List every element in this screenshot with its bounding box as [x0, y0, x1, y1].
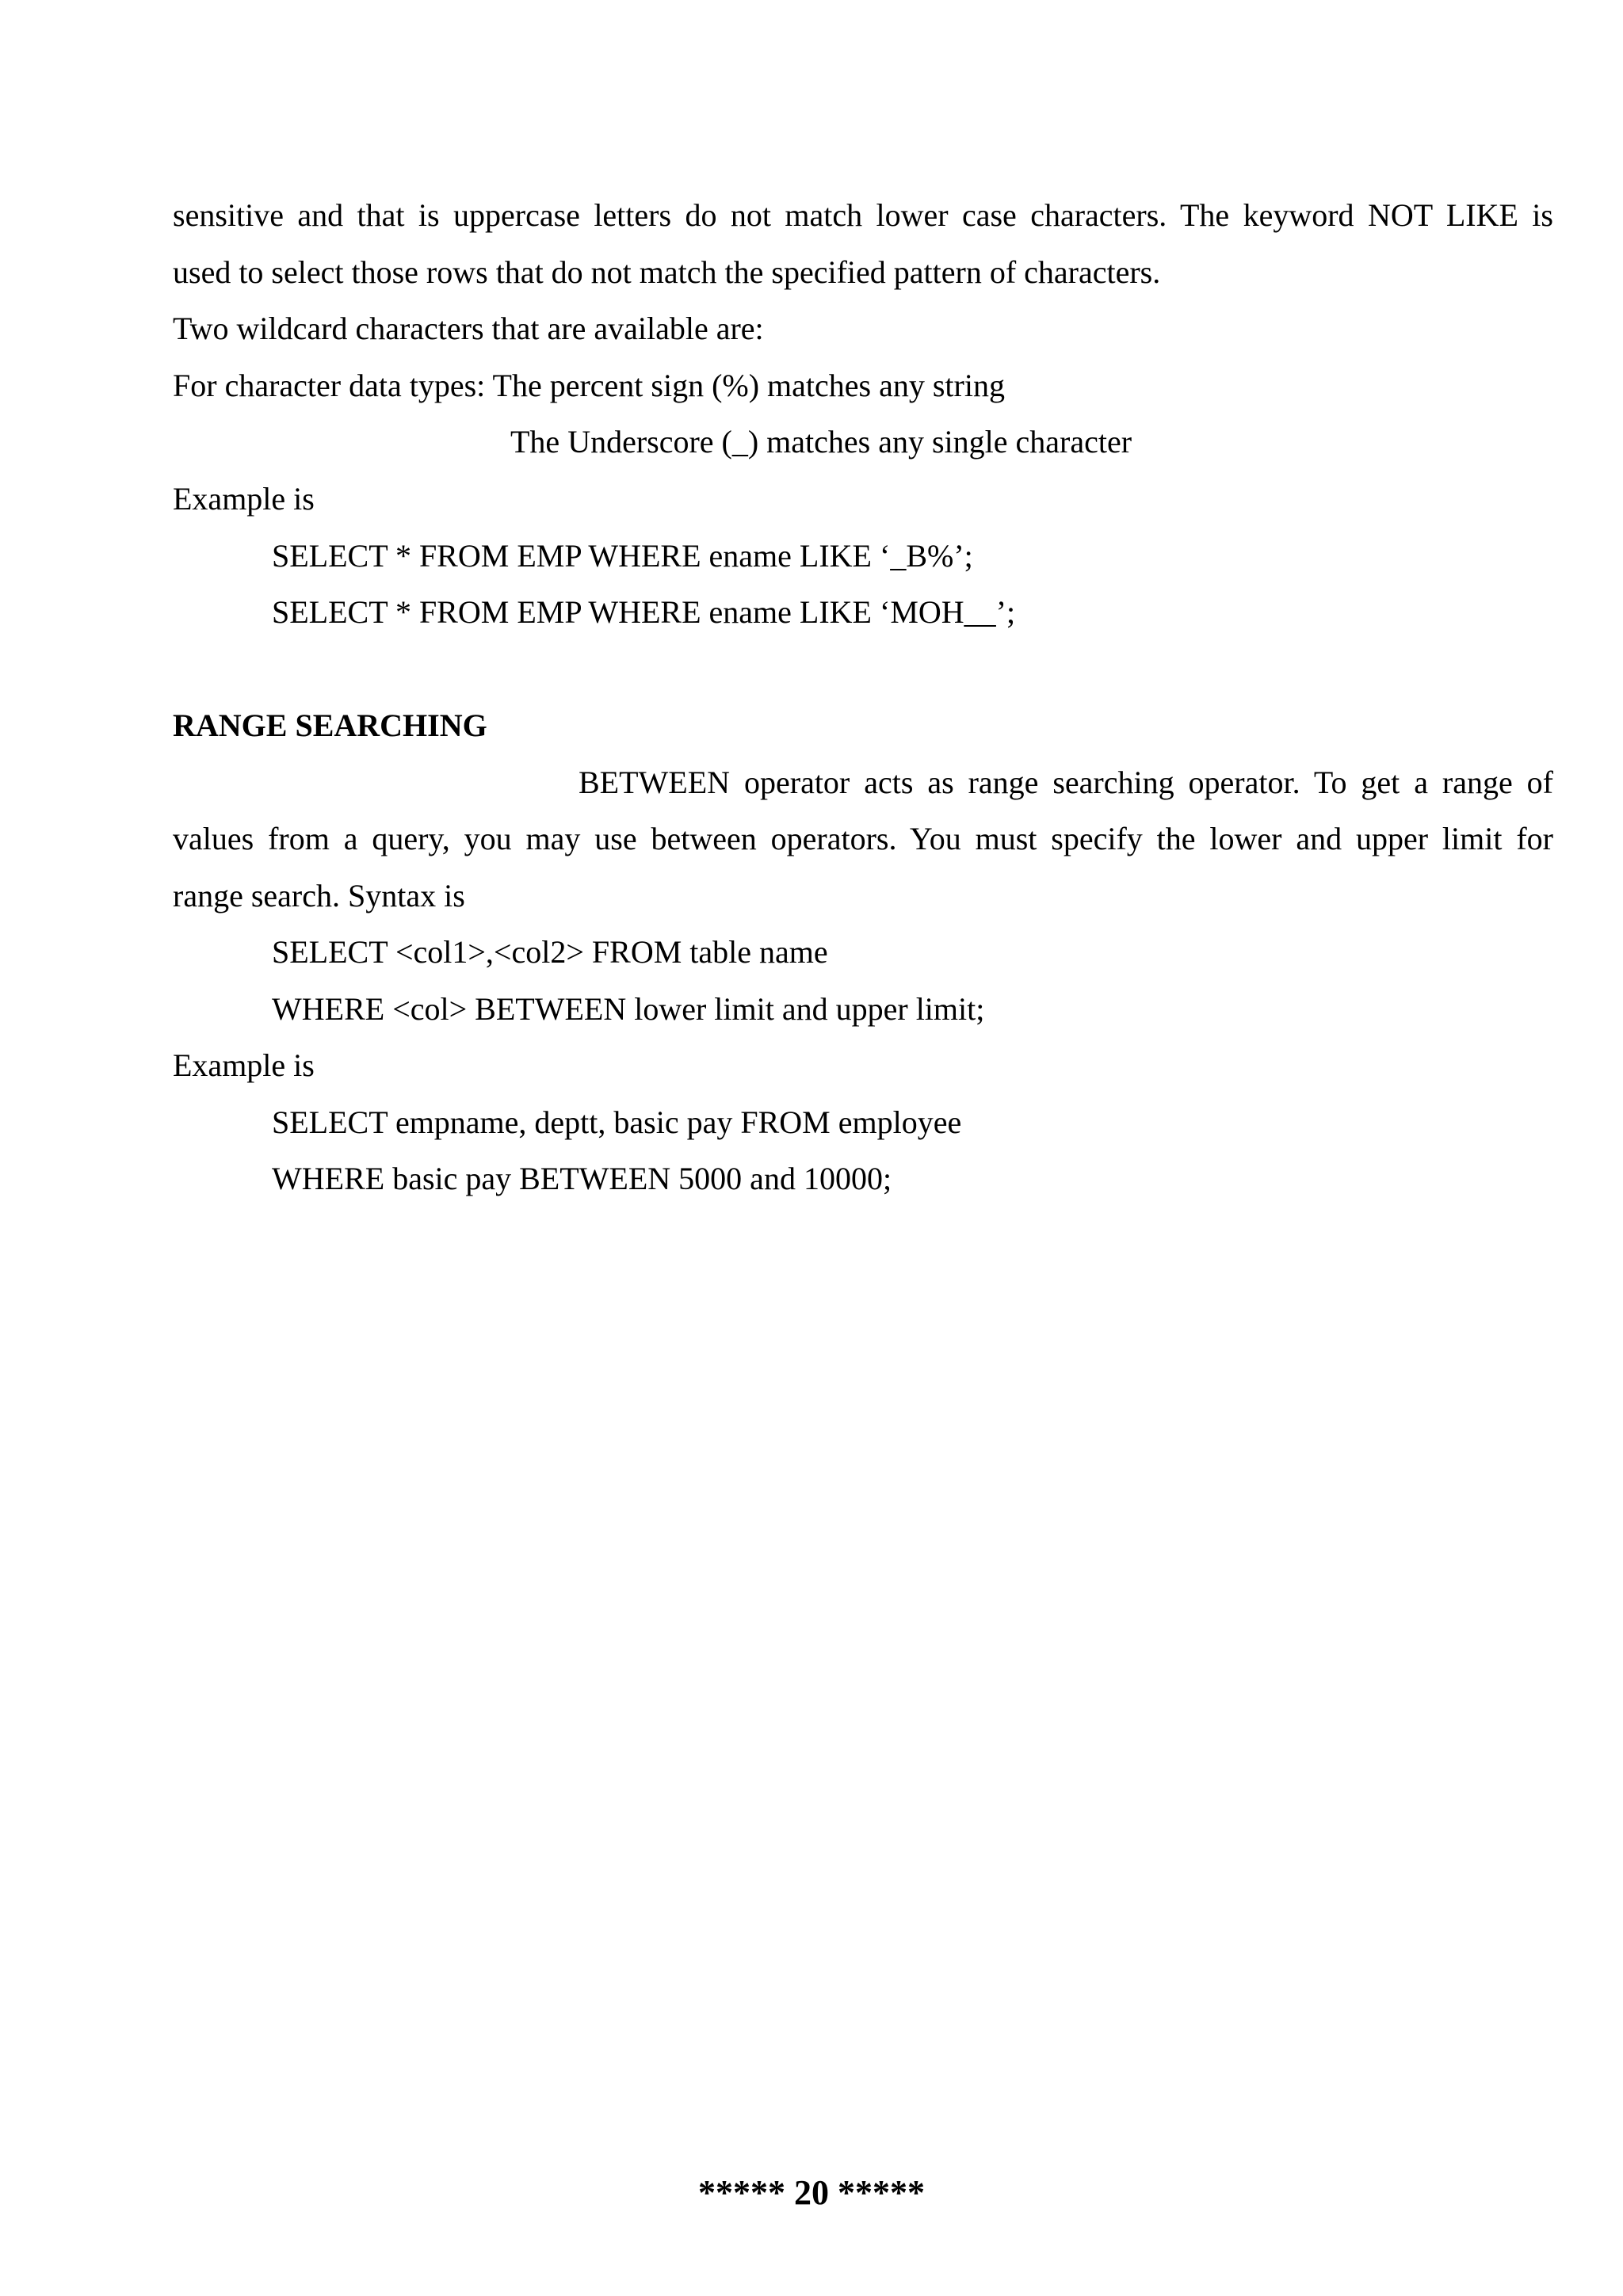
- example-label: Example is: [173, 481, 315, 517]
- paragraph-line: Two wildcard characters that are available are:: [173, 311, 764, 346]
- code-line: SELECT * FROM EMP WHERE ename LIKE ‘MOH__’;: [272, 594, 1016, 630]
- code-line: SELECT empname, deptt, basic pay FROM employee: [272, 1104, 962, 1140]
- example-label: Example is: [173, 1047, 315, 1083]
- paragraph-line: values from a query, you may use between operators. You must specify the lower and upper limit for: [173, 821, 1553, 856]
- code-line: SELECT * FROM EMP WHERE ename LIKE ‘_B%’;: [272, 538, 973, 574]
- paragraph-line: sensitive and that is uppercase letters do not match lower case characters. The keyword NOT LIKE is: [173, 197, 1553, 233]
- code-line: WHERE basic pay BETWEEN 5000 and 10000;: [272, 1161, 892, 1196]
- paragraph-line: For character data types: The percent sign (%) matches any string: [173, 368, 1005, 403]
- syntax-line: WHERE <col> BETWEEN lower limit and upper limit;: [272, 991, 985, 1027]
- paragraph-line: used to select those rows that do not match the specified pattern of characters.: [173, 254, 1161, 290]
- paragraph-line: The Underscore (_) matches any single character: [510, 424, 1132, 460]
- paragraph-line: range search. Syntax is: [173, 878, 465, 913]
- page-number: ***** 20 *****: [698, 2173, 925, 2212]
- syntax-line: SELECT <col1>,<col2> FROM table name: [272, 934, 828, 970]
- section-heading: RANGE SEARCHING: [173, 707, 487, 743]
- paragraph-line: BETWEEN operator acts as range searching operator. To get a range of: [579, 765, 1553, 800]
